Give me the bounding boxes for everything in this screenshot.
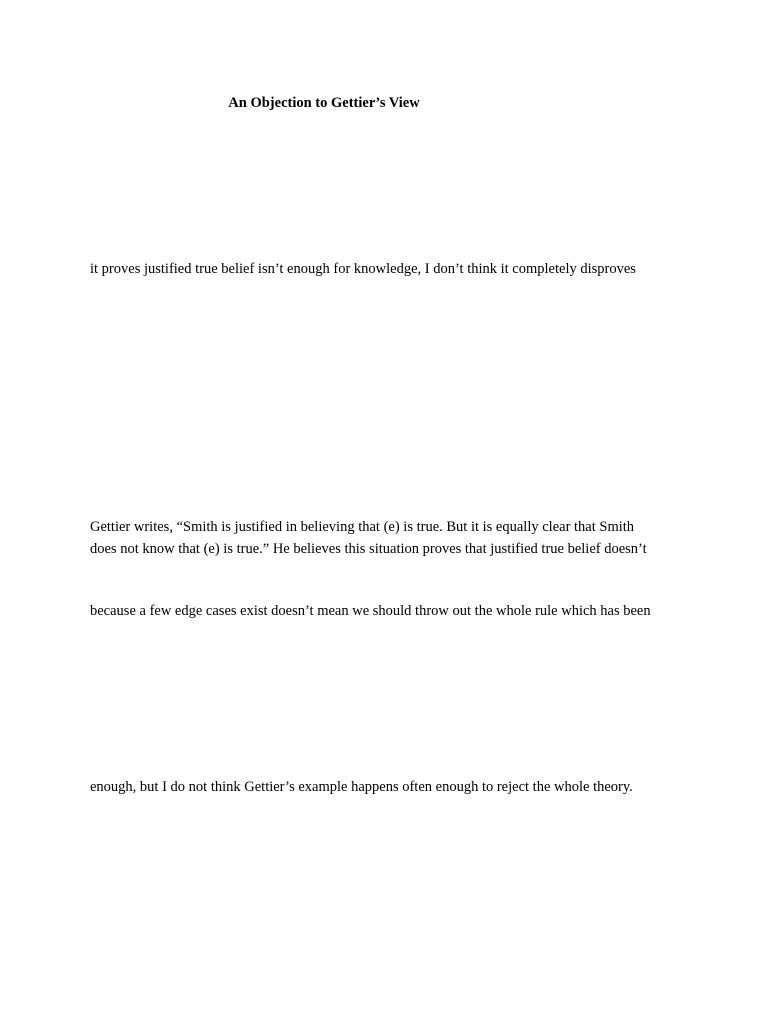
text-line: does not know that (e) is true.” He believes this situation proves that justified true belief doesn’t — [90, 541, 647, 557]
text-line: because a few edge cases exist doesn’t mean we should throw out the whole rule which has been — [90, 603, 651, 619]
text-line: it proves justified true belief isn’t enough for knowledge, I don’t think it completely disproves — [90, 261, 636, 277]
document-title: An Objection to Gettier’s View — [228, 95, 420, 111]
text-line: enough, but I do not think Gettier’s example happens often enough to reject the whole theory. — [90, 779, 633, 795]
text-line: Gettier writes, “Smith is justified in believing that (e) is true. But it is equally clear that Smith — [90, 519, 635, 535]
